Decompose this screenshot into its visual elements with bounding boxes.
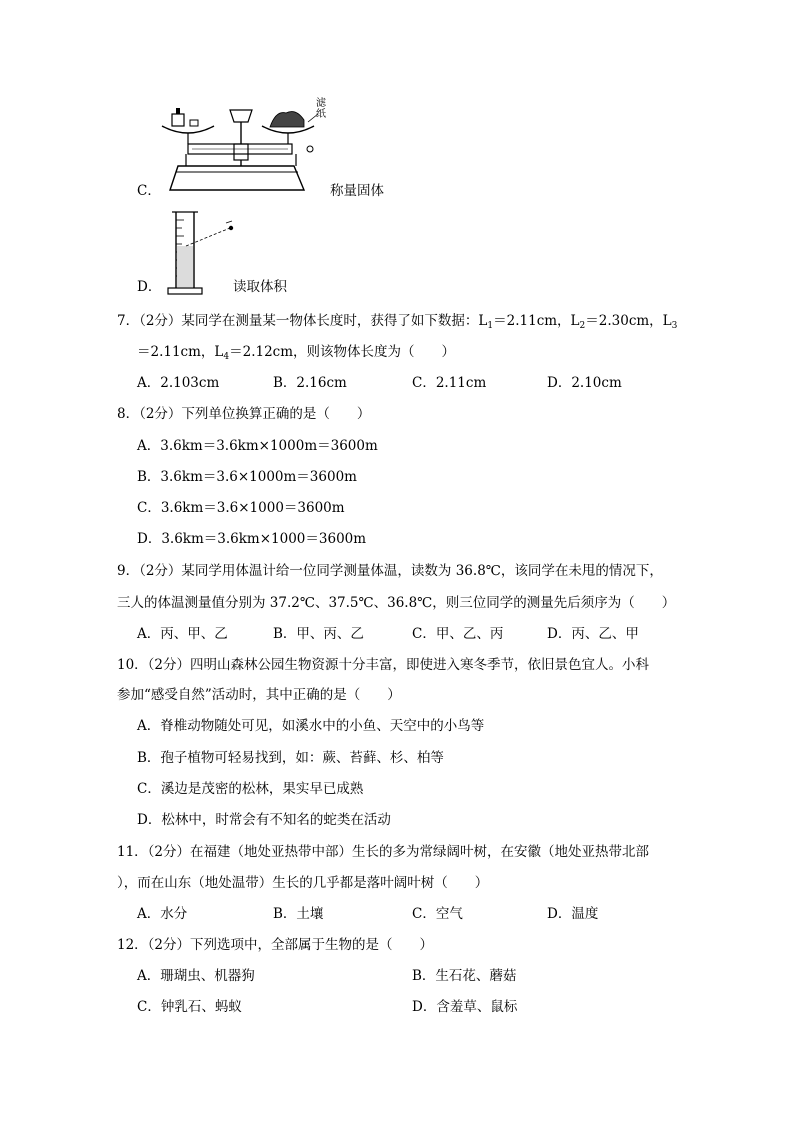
- option-c-caption: 称量固体: [330, 183, 384, 199]
- q11-option-a: A．水分: [137, 906, 188, 922]
- q11-stem-line2: ），而在山东（地处温带）生长的几乎都是落叶阔叶树（ ）: [117, 875, 489, 891]
- q8-option-b: B．3.6km＝3.6×1000m＝3600m: [137, 469, 357, 485]
- q9-option-b: B．甲、丙、乙: [273, 626, 364, 642]
- q9-option-a: A．丙、甲、乙: [137, 626, 228, 642]
- q7-option-b: B．2.16cm: [273, 375, 347, 391]
- q12-stem: 12．（2分）下列选项中，全部属于生物的是（ ）: [117, 937, 434, 953]
- q11-option-d: D．温度: [547, 906, 599, 922]
- q7-stem-line2: ＝2.11cm，$L_4=2.12cm$，则该物体长度为（ ）: [137, 344, 456, 362]
- q11-option-b: B．土壤: [273, 906, 324, 922]
- q7-option-d: D．2.10cm: [547, 375, 622, 391]
- q10-stem-line1: 10．（2分）四明山森林公园生物资源十分丰富，即使进入寒冬季节，依旧景色宜人。小科: [117, 657, 650, 673]
- q10-option-a: A．脊椎动物随处可见，如溪水中的小鱼、天空中的小鸟等: [137, 718, 485, 734]
- q12-option-a: A．珊瑚虫、机器狗: [137, 968, 255, 984]
- measuring-cylinder-figure: [160, 208, 240, 298]
- q7-option-a: A．2.103cm: [137, 375, 220, 391]
- q8-stem: 8．（2分）下列单位换算正确的是（ ）: [117, 406, 371, 422]
- filter-paper-label: 滤纸: [316, 98, 326, 120]
- q12-option-b: B．生石花、蘑菇: [412, 968, 517, 984]
- option-d-caption: 读取体积: [233, 279, 287, 295]
- option-d-letter: D．: [137, 279, 162, 295]
- q12-option-c: C．钟乳石、蚂蚁: [137, 999, 242, 1015]
- q9-stem-line1: 9．（2分）某同学用体温计给一位同学测量体温，读数为 36.8℃，该同学在未甩的情况下，: [117, 563, 663, 579]
- q11-stem-line1: 11．（2分）在福建（地处亚热带中部）生长的多为常绿阔叶树，在安徽（地处亚热带北部: [117, 844, 650, 860]
- balance-scale-figure: [158, 100, 330, 195]
- q10-option-b: B．孢子植物可轻易找到，如：蕨、苔藓、杉、柏等: [137, 750, 444, 766]
- q9-option-d: D．丙、乙、甲: [547, 626, 639, 642]
- q9-stem-line2: 三人的体温测量值分别为 37.2℃、37.5℃、36.8℃，则三位同学的测量先后须序为（ ）: [117, 595, 676, 611]
- q10-option-d: D．松林中，时常会有不知名的蛇类在活动: [137, 812, 391, 828]
- q10-option-c: C．溪边是茂密的松林，果实早已成熟: [137, 781, 364, 797]
- q8-option-c: C．3.6km＝3.6×1000＝3600m: [137, 500, 345, 516]
- option-c-letter: C．: [137, 183, 161, 199]
- q9-option-c: C．甲、乙、丙: [412, 626, 504, 642]
- q7-option-c: C．2.11cm: [412, 375, 487, 391]
- q12-option-d: D．含羞草、鼠标: [412, 999, 518, 1015]
- q10-stem-line2: 参加“感受自然”活动时，其中正确的是（ ）: [117, 687, 401, 703]
- q11-option-c: C．空气: [412, 906, 463, 922]
- q8-option-d: D．3.6km＝3.6km×1000＝3600m: [137, 531, 367, 547]
- q7-stem-line1: 7．（2分）某同学在测量某一物体长度时，获得了如下数据：$L_1=2.11cm$，$L_2=2.30cm$，$L_3$: [117, 313, 678, 331]
- q8-option-a: A．3.6km＝3.6km×1000m＝3600m: [137, 438, 378, 454]
